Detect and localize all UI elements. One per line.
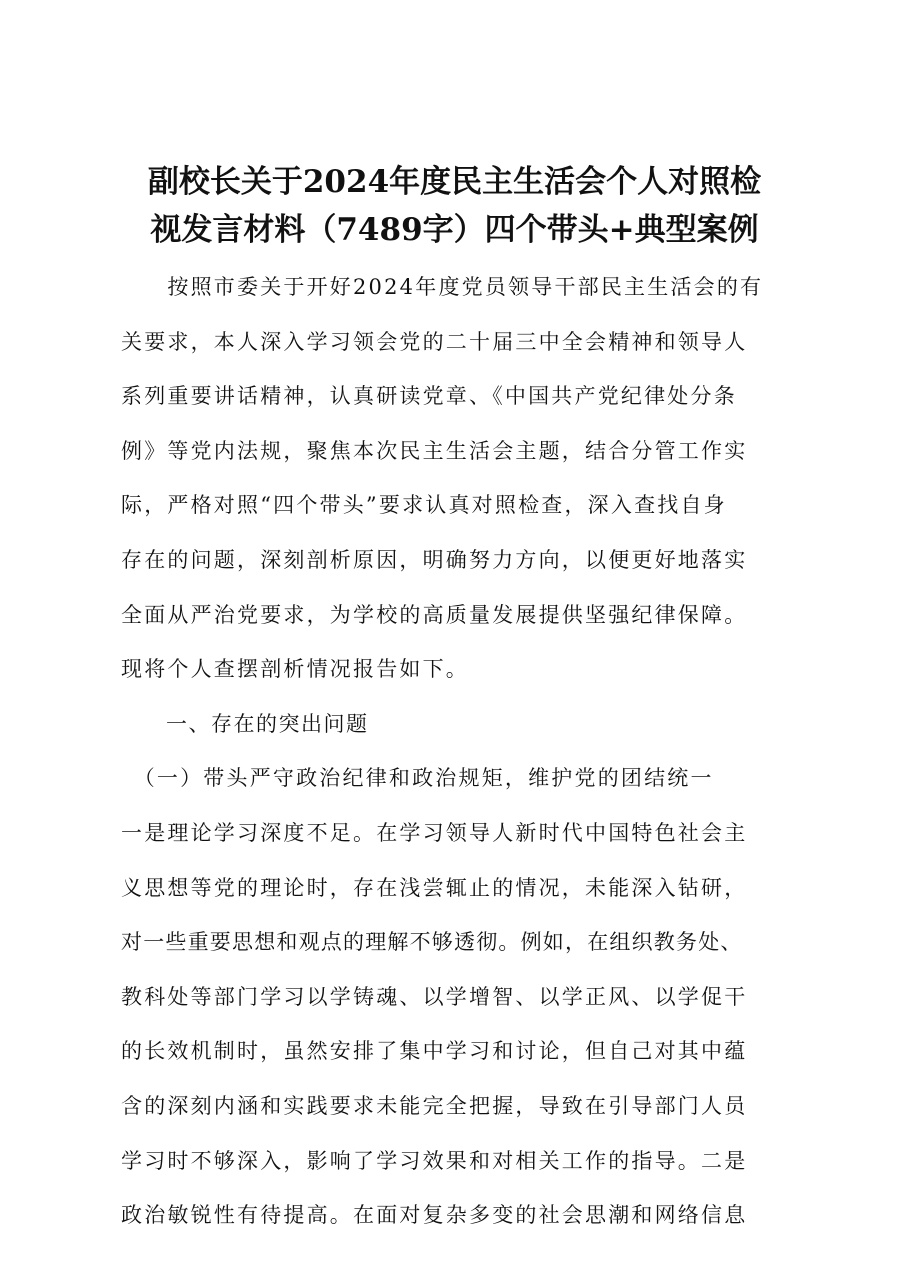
body-line: 的长效机制时，虽然安排了集中学习和讨论，但自己对其中蕴: [121, 1039, 748, 1064]
body-line: 政治敏锐性有待提高。在面对复杂多变的社会思潮和网络信息: [121, 1203, 748, 1228]
body-line: 学习时不够深入，影响了学习效果和对相关工作的指导。二是: [121, 1148, 748, 1173]
body-line: 关要求，本人深入学习领会党的二十届三中全会精神和领导人: [121, 329, 748, 354]
subsection-heading: （一）带头严守政治纪律和政治规矩，维护党的团结统一: [121, 766, 714, 791]
body-line: 按照市委关于开好2024年度党员领导干部民主生活会的有: [121, 275, 764, 299]
document-title: [100, 158, 809, 254]
body-line: 系列重要讲话精神，认真研读党章、《中国共产党纪律处分条: [121, 384, 737, 409]
body-line: 例》等党内法规，聚焦本次民主生活会主题，结合分管工作实: [121, 438, 748, 463]
body-line: 一是理论学习深度不足。在学习领导人新时代中国特色社会主: [121, 820, 748, 845]
body-line: 教科处等部门学习以学铸魂、以学增智、以学正风、以学促干: [121, 984, 748, 1009]
body-line: 存在的问题，深刻剖析原因，明确努力方向，以便更好地落实: [121, 547, 748, 572]
title-line-2: 视发言材料（7489字）四个带头+典型案例: [150, 212, 759, 248]
body-line: 含的深刻内涵和实践要求未能完全把握，导致在引导部门人员: [121, 1093, 748, 1118]
section-heading: 一、存在的突出问题: [121, 711, 369, 736]
title-line-1: 副校长关于2024年度民主生活会个人对照检: [147, 164, 762, 200]
body-line: 际，严格对照“四个带头”要求认真对照检查，深入查找自身: [121, 493, 727, 518]
document-body: [121, 260, 821, 1243]
body-line: 全面从严治党要求，为学校的高质量发展提供坚强纪律保障。: [121, 602, 748, 627]
body-line: 义思想等党的理论时，存在浅尝辄止的情况，未能深入钻研，: [121, 875, 748, 900]
body-line: 现将个人查摆剖析情况报告如下。: [121, 657, 469, 682]
body-line: 对一些重要思想和观点的理解不够透彻。例如，在组织教务处、: [121, 930, 743, 955]
